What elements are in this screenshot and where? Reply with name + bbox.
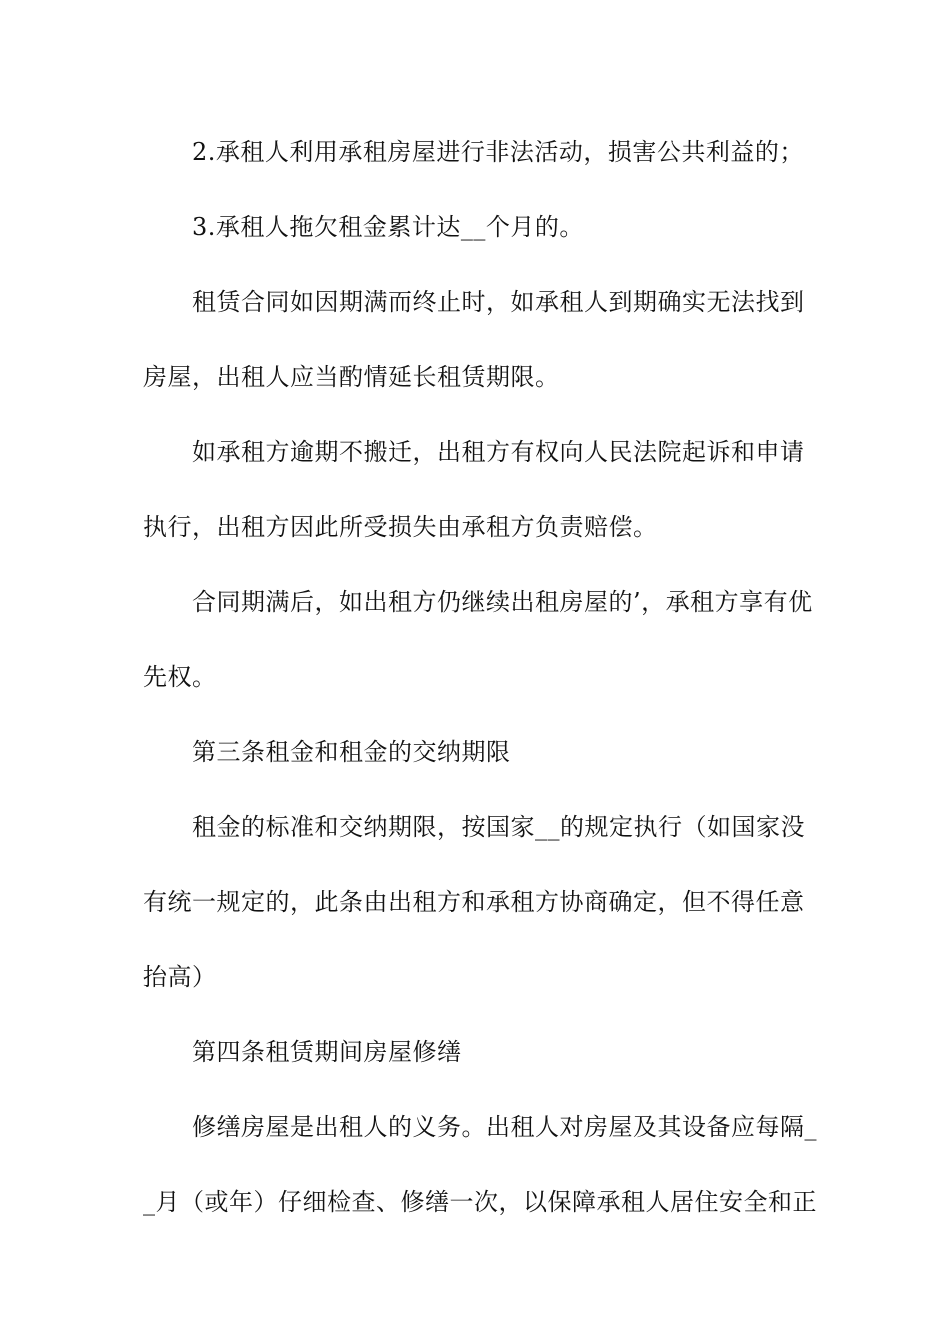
paragraph-overdue-line-2: 执行，出租方因此所受损失由承租方负责赔偿。 — [143, 513, 658, 541]
paragraph-repair-line-2: _月（或年）仔细检查、修缮一次，以保障承租人居住安全和正 — [143, 1188, 817, 1216]
paragraph-overdue-line-1: 如承租方逾期不搬迁，出租方有权向人民法院起诉和申请 — [192, 438, 805, 466]
clause-item-2: 2.承租人利用承租房屋进行非法活动，损害公共利益的； — [192, 138, 804, 166]
paragraph-priority-line-1: 合同期满后，如出租方仍继续出租房屋的’，承租方享有优 — [192, 588, 813, 616]
paragraph-priority-line-2: 先权。 — [143, 663, 217, 691]
paragraph-rent-line-3: 抬高） — [143, 963, 217, 991]
paragraph-rent-line-1: 租金的标准和交纳期限，按国家__的规定执行（如国家没 — [192, 813, 805, 841]
section-heading-article-4: 第四条租赁期间房屋修缮 — [192, 1038, 462, 1066]
section-heading-article-3: 第三条租金和租金的交纳期限 — [192, 738, 511, 766]
paragraph-expiry-line-2: 房屋，出租人应当酌情延长租赁期限。 — [143, 363, 560, 391]
clause-item-3: 3.承租人拖欠租金累计达__个月的。 — [192, 213, 584, 241]
paragraph-repair-line-1: 修缮房屋是出租人的义务。出租人对房屋及其设备应每隔_ — [192, 1113, 817, 1141]
paragraph-rent-line-2: 有统一规定的，此条由出租方和承租方协商确定，但不得任意 — [143, 888, 805, 916]
paragraph-expiry-line-1: 租赁合同如因期满而终止时，如承租人到期确实无法找到 — [192, 288, 805, 316]
